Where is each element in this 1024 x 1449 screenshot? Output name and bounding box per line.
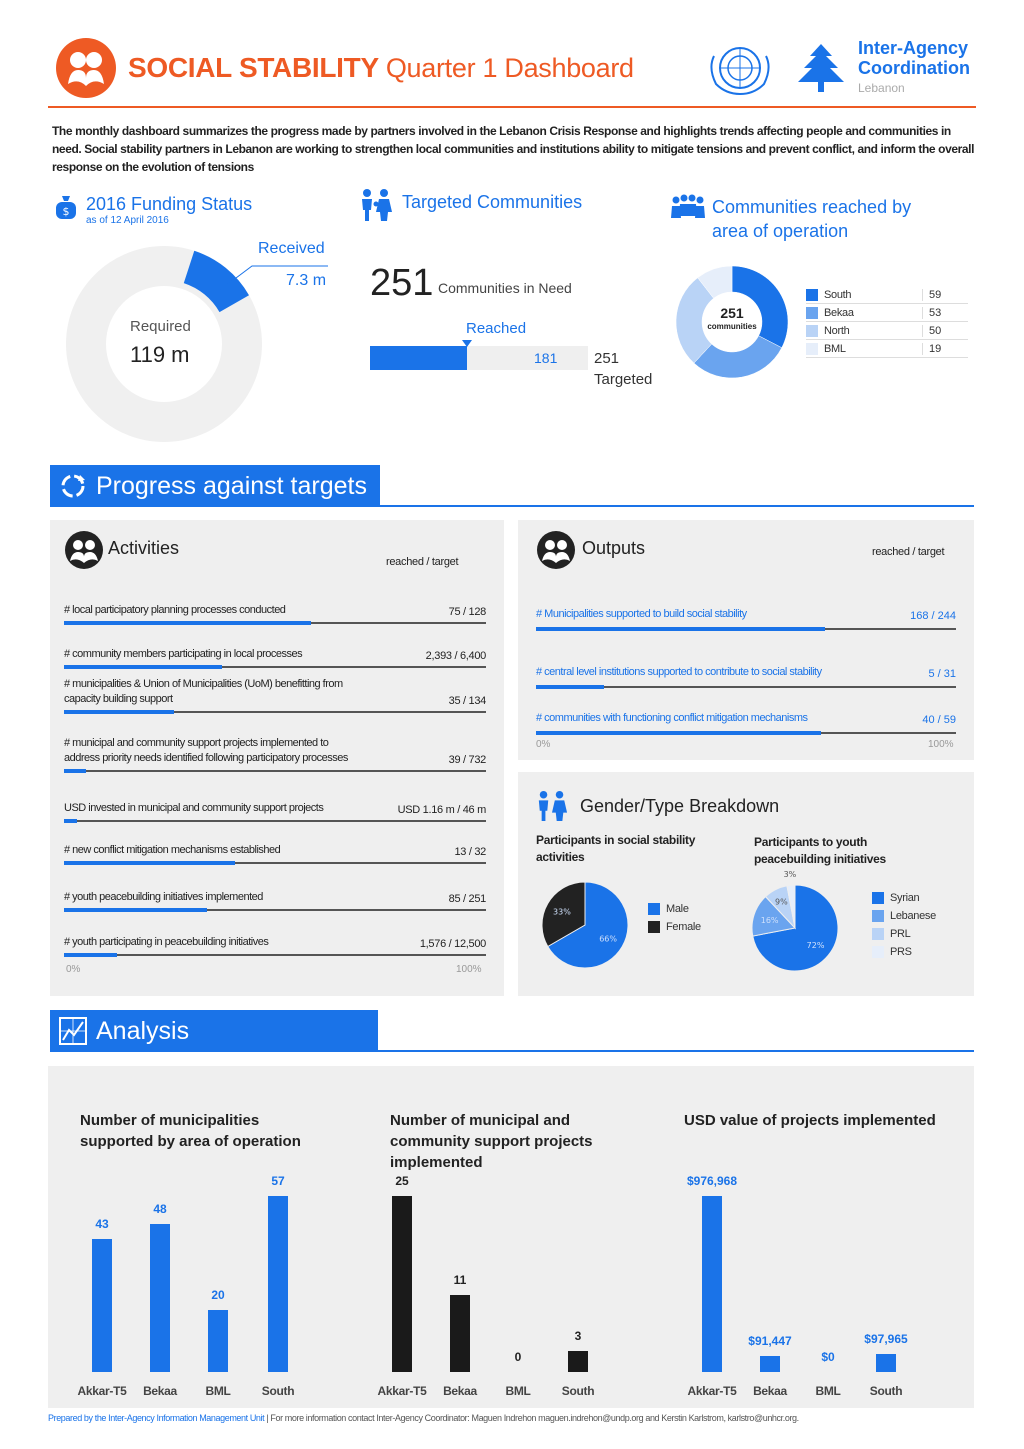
- cr-title-line-2: area of operation: [712, 221, 849, 241]
- pie2-legend: [872, 889, 936, 961]
- bar: [568, 1351, 588, 1372]
- intro-text: The monthly dashboard summarizes the progress made by partners involved in the Lebanon Crisis Response and highlights trends affecting people and communities in need. Social stability partners in Lebanon are working to strengthen local communities and institutions ability to mitigate tensions and prevent conflict, and inform the overall response on the evolution of tensions: [52, 124, 975, 174]
- activities-pct-start: 0%: [66, 964, 81, 975]
- header-divider: [48, 106, 976, 108]
- pie-slice-label: 72%: [806, 940, 825, 950]
- family-icon: [358, 188, 394, 222]
- cr-row: [806, 304, 968, 322]
- funding-as-of: as of 12 April 2016: [86, 215, 169, 226]
- bar-value-label: 0: [514, 1350, 522, 1364]
- activity-track: [64, 954, 486, 956]
- bar: [150, 1224, 170, 1372]
- activity-value: 39 / 732: [448, 754, 486, 766]
- bar: [450, 1295, 470, 1372]
- activity-row: [64, 653, 486, 713]
- cedar-logo: [792, 40, 850, 96]
- progress-banner-line: [380, 505, 974, 507]
- output-row: [536, 684, 956, 734]
- received-label: Received: [258, 240, 325, 257]
- output-label: # central level institutions supported to contribute to social stability: [536, 666, 822, 678]
- analysis-banner-line: [378, 1050, 974, 1052]
- bar: [268, 1196, 288, 1372]
- activity-value: 2,393 / 6,400: [425, 650, 486, 662]
- bar-value-label: 48: [153, 1201, 167, 1216]
- pie-slice-label: 16%: [760, 915, 779, 925]
- legend-item: [872, 925, 936, 943]
- bar-category-label: Akkar-T5: [687, 1384, 737, 1398]
- bar-category-label: Bekaa: [143, 1384, 177, 1398]
- org-line-1: Inter-Agency: [858, 38, 969, 58]
- legend-label: Syrian: [890, 892, 920, 904]
- activity-row: [64, 896, 486, 956]
- bar-value-label: 57: [271, 1174, 285, 1188]
- cedar-tree-icon: [792, 40, 850, 96]
- activity-label: USD invested in municipal and community support projects: [64, 802, 324, 814]
- legend-label: PRS: [890, 946, 912, 958]
- legend-item: [872, 907, 936, 925]
- org-name: [858, 38, 970, 98]
- cr-swatch: [806, 307, 818, 319]
- family-icon-gender: [534, 790, 570, 822]
- legend-swatch: [648, 903, 660, 915]
- title-bold: SOCIAL STABILITY: [128, 52, 379, 83]
- chart3-title: USD value of projects implemented: [684, 1112, 936, 1129]
- reached-marker-icon: [462, 340, 472, 347]
- legend-swatch: [872, 892, 884, 904]
- cr-swatch: [806, 289, 818, 301]
- activity-value: 75 / 128: [448, 606, 486, 618]
- activities-pct-end: 100%: [456, 964, 482, 975]
- reached-label: Reached: [466, 320, 527, 337]
- cr-center-value: 251: [720, 305, 744, 321]
- legend-swatch: [872, 910, 884, 922]
- pie2-title: Participants to youth peacebuilding initiatives: [754, 835, 886, 866]
- activity-value: 13 / 32: [454, 846, 486, 858]
- legend-swatch: [872, 946, 884, 958]
- cr-center-label: communities: [707, 322, 757, 331]
- line-chart-icon: [58, 1016, 88, 1046]
- cr-area-name: Bekaa: [824, 306, 854, 319]
- in-need-label: Communities in Need: [438, 280, 572, 296]
- progress-banner-label: Progress against targets: [96, 471, 367, 500]
- output-label: # communities with functioning conflict mitigation mechanisms: [536, 712, 808, 724]
- activities-column-label: reached / target: [386, 556, 459, 568]
- bar-value-label: $97,965: [864, 1332, 908, 1347]
- output-label: # Municipalities supported to build social stability: [536, 608, 747, 620]
- progress-banner: [50, 465, 380, 507]
- pie1-legend: [648, 900, 701, 936]
- outputs-pct-end: 100%: [928, 739, 954, 750]
- targeted-label: Targeted: [594, 371, 653, 388]
- targeted-value: 251: [594, 350, 620, 367]
- bar-category-label: Bekaa: [753, 1384, 787, 1398]
- activity-value: USD 1.16 m / 46 m: [397, 804, 486, 816]
- cr-area-name: North: [824, 324, 850, 337]
- cr-row: [806, 322, 968, 340]
- required-value: 119 m: [130, 342, 190, 367]
- footer: [48, 1413, 799, 1423]
- cr-row: [806, 340, 968, 358]
- bar: [92, 1239, 112, 1372]
- bar: [208, 1310, 228, 1372]
- pie-slice-label: 3%: [783, 870, 797, 880]
- footer-contact: | For more information contact Inter-Agency Coordinator: Maguen Indrehon maguen.indrehon@undp.org and Kerstin Karlstrom, karlstro@unhcr.org.: [264, 1413, 799, 1423]
- bar-category-label: BML: [505, 1384, 531, 1398]
- activity-label: # municipal and community support projects implemented to address priority needs identified following participatory processes: [64, 737, 348, 764]
- bar-category-label: South: [261, 1384, 295, 1398]
- bar-category-label: BML: [815, 1384, 841, 1398]
- cr-donut-center: [700, 306, 764, 334]
- cr-title-line-1: Communities reached by: [712, 197, 912, 217]
- bar-value-label: $976,968: [686, 1174, 738, 1188]
- bar: [760, 1356, 780, 1372]
- reached-value: 181: [534, 350, 558, 366]
- bar-value-label: 43: [95, 1217, 109, 1232]
- svg-text:$: $: [62, 205, 70, 218]
- bar-category-label: Akkar-T5: [77, 1384, 127, 1398]
- output-progress-fill: [536, 627, 825, 631]
- required-label: Required: [130, 318, 191, 335]
- chart2-title: Number of municipal and community support projects implemented: [390, 1112, 593, 1171]
- group-icon: [670, 192, 706, 220]
- communities-table: [806, 286, 968, 358]
- output-value: 168 / 244: [910, 610, 956, 622]
- funding-title: 2016 Funding Status: [86, 194, 253, 214]
- bar-category-label: South: [561, 1384, 595, 1398]
- activity-value: 1,576 / 12,500: [419, 938, 486, 950]
- un-emblem-icon: [704, 38, 776, 98]
- activities-title: Activities: [108, 538, 180, 558]
- activity-value: 35 / 134: [448, 695, 486, 707]
- communities-reached-title: [712, 195, 911, 243]
- legend-label: Male: [666, 903, 689, 915]
- title-light: Quarter 1 Dashboard: [385, 53, 634, 83]
- cr-area-name: South: [824, 288, 852, 301]
- pie-participants: [540, 880, 630, 970]
- activity-label: # youth peacebuilding initiatives implemented: [64, 891, 263, 903]
- legend-item: [648, 900, 701, 918]
- activity-progress-fill: [64, 953, 117, 957]
- progress-cycle-icon: [58, 471, 88, 501]
- cr-row: [806, 286, 968, 304]
- un-logo: [704, 38, 776, 98]
- bar-value-label: 20: [211, 1288, 225, 1303]
- analysis-banner-label: Analysis: [96, 1016, 190, 1045]
- gender-title: Gender/Type Breakdown: [580, 796, 780, 816]
- reached-bar-fill: [370, 346, 467, 370]
- bar-value-label: $0: [821, 1350, 835, 1364]
- social-stability-logo: [56, 38, 116, 98]
- activity-label: # youth participating in peacebuilding initiatives: [64, 936, 269, 948]
- targeted-title: Targeted Communities: [402, 192, 583, 212]
- cr-area-value: 53: [922, 307, 968, 319]
- bar: [392, 1196, 412, 1372]
- activity-value: 85 / 251: [448, 893, 486, 905]
- cr-swatch: [806, 343, 818, 355]
- page-title: [128, 52, 634, 84]
- legend-label: Female: [666, 921, 701, 933]
- legend-item: [872, 943, 936, 961]
- legend-label: PRL: [890, 928, 911, 940]
- pie-youth: [740, 866, 850, 976]
- pie-slice-label: 9%: [775, 897, 788, 907]
- cr-swatch: [806, 325, 818, 337]
- cr-area-value: 19: [922, 343, 968, 355]
- legend-swatch: [872, 928, 884, 940]
- bar-category-label: BML: [205, 1384, 231, 1398]
- outputs-title: Outputs: [582, 538, 646, 558]
- bar-value-label: 25: [395, 1174, 409, 1188]
- people-circle-icon: [56, 38, 116, 98]
- bar-category-label: South: [869, 1384, 903, 1398]
- analysis-banner: [50, 1010, 378, 1052]
- activity-label: # local participatory planning processes conducted: [64, 604, 286, 616]
- in-need-value: 251: [370, 262, 434, 304]
- legend-swatch: [648, 921, 660, 933]
- activity-label: # community members participating in local processes: [64, 648, 303, 660]
- org-line-2: Coordination: [858, 58, 970, 78]
- bar-value-label: 3: [574, 1328, 582, 1343]
- outputs-column-label: reached / target: [872, 546, 945, 558]
- footer-prepared: Prepared by the Inter-Agency Information Management Unit: [48, 1413, 265, 1423]
- bar: [876, 1354, 896, 1372]
- money-bag-icon: [54, 194, 78, 220]
- cr-area-value: 50: [922, 325, 968, 337]
- pie-slice-label: 33%: [553, 907, 571, 917]
- bar-value-label: 11: [453, 1272, 467, 1287]
- cr-area-name: BML: [824, 342, 846, 355]
- output-value: 40 / 59: [922, 714, 956, 726]
- cr-area-value: 59: [922, 289, 968, 301]
- bar-category-label: Akkar-T5: [377, 1384, 427, 1398]
- activity-label: # new conflict mitigation mechanisms established: [64, 844, 281, 856]
- activity-label: # municipalities & Union of Municipalities (UoM) benefitting from capacity building support: [64, 678, 343, 705]
- received-value: 7.3 m: [286, 272, 327, 289]
- outputs-icon: [536, 530, 576, 570]
- pie1-title: Participants in social stability activities: [536, 833, 696, 864]
- output-row: [536, 638, 956, 688]
- output-value: 5 / 31: [928, 668, 956, 680]
- bar: [702, 1196, 722, 1372]
- outputs-pct-start: 0%: [536, 739, 551, 750]
- legend-label: Lebanese: [890, 910, 936, 922]
- bar-value-label: $91,447: [748, 1333, 792, 1348]
- chart1-title: Number of municipalities supported by area of operation: [80, 1112, 301, 1150]
- pie-slice-label: 66%: [599, 934, 617, 944]
- output-progress-fill: [536, 731, 821, 735]
- org-line-3: Lebanon: [858, 81, 905, 95]
- legend-item: [648, 918, 701, 936]
- legend-item: [872, 889, 936, 907]
- bar-category-label: Bekaa: [443, 1384, 477, 1398]
- output-row: [536, 580, 956, 630]
